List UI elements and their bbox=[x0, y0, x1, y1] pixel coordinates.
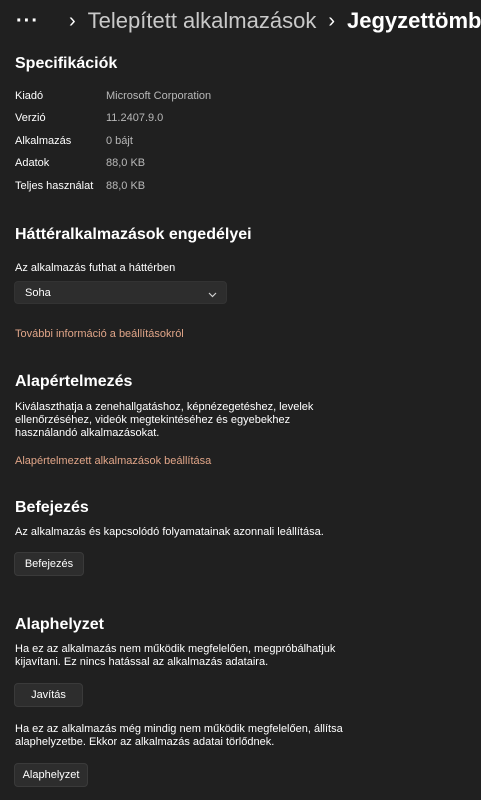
chevron-down-icon bbox=[208, 289, 217, 301]
defaults-heading: Alapértelmezés bbox=[15, 373, 133, 390]
spec-label: Verzió bbox=[15, 112, 46, 124]
defaults-description: Kiválaszthatja a zenehallgatáshoz, képnézegetéshez, levelek ellenőrzéséhez, videók megtekintéséhez és egyebekhez használandó alkalmazásokat. bbox=[15, 401, 314, 439]
breadcrumb bbox=[16, 4, 481, 38]
terminate-heading: Befejezés bbox=[15, 499, 89, 516]
dropdown-selected-value: Soha bbox=[25, 287, 51, 299]
background-run-label: Az alkalmazás futhat a háttérben bbox=[15, 262, 176, 274]
spec-label: Alkalmazás bbox=[15, 135, 72, 147]
terminate-button[interactable]: Befejezés bbox=[14, 552, 84, 576]
background-settings-info-link[interactable]: További információ a beállításokról bbox=[15, 328, 184, 340]
spec-value: 88,0 KB bbox=[106, 157, 146, 169]
terminate-description: Az alkalmazás és kapcsolódó folyamatainak azonnali leállítása. bbox=[15, 526, 324, 538]
breadcrumb-more-button[interactable]: ··· bbox=[16, 9, 39, 32]
set-default-apps-link[interactable]: Alapértelmezett alkalmazások beállítása bbox=[15, 455, 212, 467]
specs-heading: Specifikációk bbox=[15, 55, 118, 72]
spec-label: Kiadó bbox=[15, 90, 44, 102]
chevron-right-icon: › bbox=[68, 9, 76, 32]
spec-value: Microsoft Corporation bbox=[106, 90, 212, 102]
spec-value: 11.2407.9.0 bbox=[106, 112, 164, 124]
reset-heading: Alaphelyzet bbox=[15, 616, 104, 633]
repair-description: Ha ez az alkalmazás nem működik megfelelően, megpróbálhatjuk kijavítani. Ez nincs hatással az alkalmazás adataira. bbox=[15, 643, 336, 668]
spec-label: Adatok bbox=[15, 157, 50, 169]
chevron-right-icon: › bbox=[328, 9, 335, 32]
breadcrumb-installed-apps[interactable]: Telepített alkalmazások bbox=[87, 8, 317, 33]
spec-label: Teljes használat bbox=[15, 180, 94, 192]
spec-value: 88,0 KB bbox=[106, 180, 146, 192]
background-run-dropdown[interactable] bbox=[14, 281, 227, 304]
repair-button[interactable]: Javítás bbox=[14, 683, 83, 707]
background-permissions-heading: Háttéralkalmazások engedélyei bbox=[15, 226, 252, 243]
breadcrumb-current-app: Jegyzettömb bbox=[347, 8, 481, 33]
reset-description: Ha ez az alkalmazás még mindig nem működik megfelelően, állítsa alaphelyzetbe. Ekkor az alkalmazás adatai törlődnek. bbox=[15, 723, 343, 748]
reset-button[interactable]: Alaphelyzet bbox=[14, 763, 88, 787]
spec-value: 0 bájt bbox=[106, 135, 133, 147]
